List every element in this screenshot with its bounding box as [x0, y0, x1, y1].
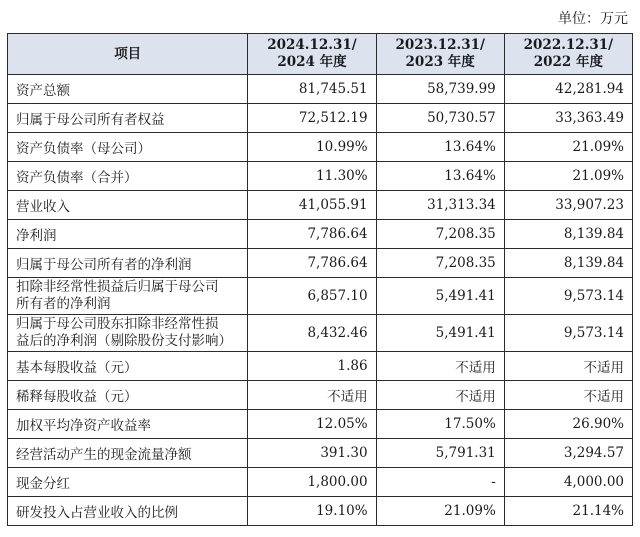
cell-2023: 13.64% [376, 133, 504, 162]
row-label: 资产总额 [8, 75, 248, 104]
cell-2023: 17.50% [376, 410, 504, 439]
unit-label: 单位：万元 [558, 11, 628, 27]
table-row [8, 104, 633, 133]
row-label: 加权平均净资产收益率 [8, 410, 248, 439]
header-2024-line2: 2024 年度 [277, 54, 347, 70]
row-label: 归属于母公司所有者的净利润 [8, 249, 248, 278]
cell-2024: 10.99% [248, 133, 376, 162]
cell-2023: 5,491.41 [376, 278, 504, 315]
table-row [8, 352, 633, 381]
header-2022-line2: 2022 年度 [533, 54, 604, 70]
header-2022-line1: 2022.12.31/ [523, 37, 614, 53]
cell-2023: 不适用 [376, 352, 504, 381]
row-label [8, 315, 248, 352]
cell-2024: 不适用 [248, 381, 376, 410]
row-label: 净利润 [8, 220, 248, 249]
cell-2024: 391.30 [248, 439, 376, 468]
cell-2022: 26.90% [504, 410, 632, 439]
cell-2022: 33,907.23 [504, 191, 632, 220]
cell-2022: 不适用 [504, 352, 632, 381]
row-label: 归属于母公司所有者权益 [8, 104, 248, 133]
cell-2023: 13.64% [376, 162, 504, 191]
cell-2022: 21.14% [504, 497, 632, 526]
row-label [8, 278, 248, 315]
cell-2024: 72,512.19 [248, 104, 376, 133]
cell-2024: 19.10% [248, 497, 376, 526]
cell-2024: 11.30% [248, 162, 376, 191]
table-row [8, 191, 633, 220]
header-2023-line2: 2023 年度 [405, 54, 475, 70]
cell-2023: 7,208.35 [376, 220, 504, 249]
cell-2023: 21.09% [376, 497, 504, 526]
table-row [8, 410, 633, 439]
header-item: 项目 [8, 34, 248, 75]
row-label-line: 所有者的净利润 [16, 296, 111, 312]
cell-2022: 42,281.94 [504, 75, 632, 104]
cell-2022: 33,363.49 [504, 104, 632, 133]
table-row [8, 220, 633, 249]
cell-2024: 8,432.46 [248, 315, 376, 352]
cell-2023: - [376, 468, 504, 497]
table-body [8, 75, 633, 526]
header-2023-line1: 2023.12.31/ [395, 37, 485, 53]
table-row [8, 468, 633, 497]
cell-2022: 9,573.14 [504, 315, 632, 352]
financial-table [7, 33, 633, 526]
cell-2024: 7,786.64 [248, 220, 376, 249]
table-row [8, 497, 633, 526]
cell-2023: 31,313.34 [376, 191, 504, 220]
row-label-line: 扣除非经常性损益后归属于母公司 [16, 279, 219, 295]
table-row [8, 278, 633, 315]
cell-2024: 41,055.91 [248, 191, 376, 220]
table-row [8, 133, 633, 162]
row-label: 现金分红 [8, 468, 248, 497]
row-label-line: 归属于母公司股东扣除非经常性损 [16, 316, 219, 332]
row-label: 资产负债率（母公司） [8, 133, 248, 162]
header-2024-line1: 2024.12.31/ [267, 37, 357, 53]
cell-2022: 9,573.14 [504, 278, 632, 315]
cell-2024: 7,786.64 [248, 249, 376, 278]
cell-2023: 5,791.31 [376, 439, 504, 468]
cell-2023: 不适用 [376, 381, 504, 410]
cell-2024: 81,745.51 [248, 75, 376, 104]
cell-2023: 58,739.99 [376, 75, 504, 104]
header-row [8, 34, 633, 75]
table-row [8, 315, 633, 352]
cell-2022: 4,000.00 [504, 468, 632, 497]
cell-2022: 21.09% [504, 162, 632, 191]
row-label: 基本每股收益（元） [8, 352, 248, 381]
cell-2023: 7,208.35 [376, 249, 504, 278]
cell-2022: 8,139.84 [504, 220, 632, 249]
cell-2022: 21.09% [504, 133, 632, 162]
cell-2024: 1.86 [248, 352, 376, 381]
header-2024 [248, 34, 376, 75]
table-row [8, 162, 633, 191]
cell-2023: 5,491.41 [376, 315, 504, 352]
cell-2022: 不适用 [504, 381, 632, 410]
table-row [8, 75, 633, 104]
row-label: 营业收入 [8, 191, 248, 220]
cell-2022: 3,294.57 [504, 439, 632, 468]
row-label: 研发投入占营业收入的比例 [8, 497, 248, 526]
cell-2024: 12.05% [248, 410, 376, 439]
header-2023 [376, 34, 504, 75]
header-2022 [504, 34, 632, 75]
row-label: 稀释每股收益（元） [8, 381, 248, 410]
table-row [8, 381, 633, 410]
cell-2024: 6,857.10 [248, 278, 376, 315]
cell-2023: 50,730.57 [376, 104, 504, 133]
row-label: 经营活动产生的现金流量净额 [8, 439, 248, 468]
cell-2024: 1,800.00 [248, 468, 376, 497]
row-label: 资产负债率（合并） [8, 162, 248, 191]
row-label-line: 益后的净利润（剔除股份支付影响） [16, 333, 232, 349]
table-row [8, 439, 633, 468]
table-row [8, 249, 633, 278]
cell-2022: 8,139.84 [504, 249, 632, 278]
